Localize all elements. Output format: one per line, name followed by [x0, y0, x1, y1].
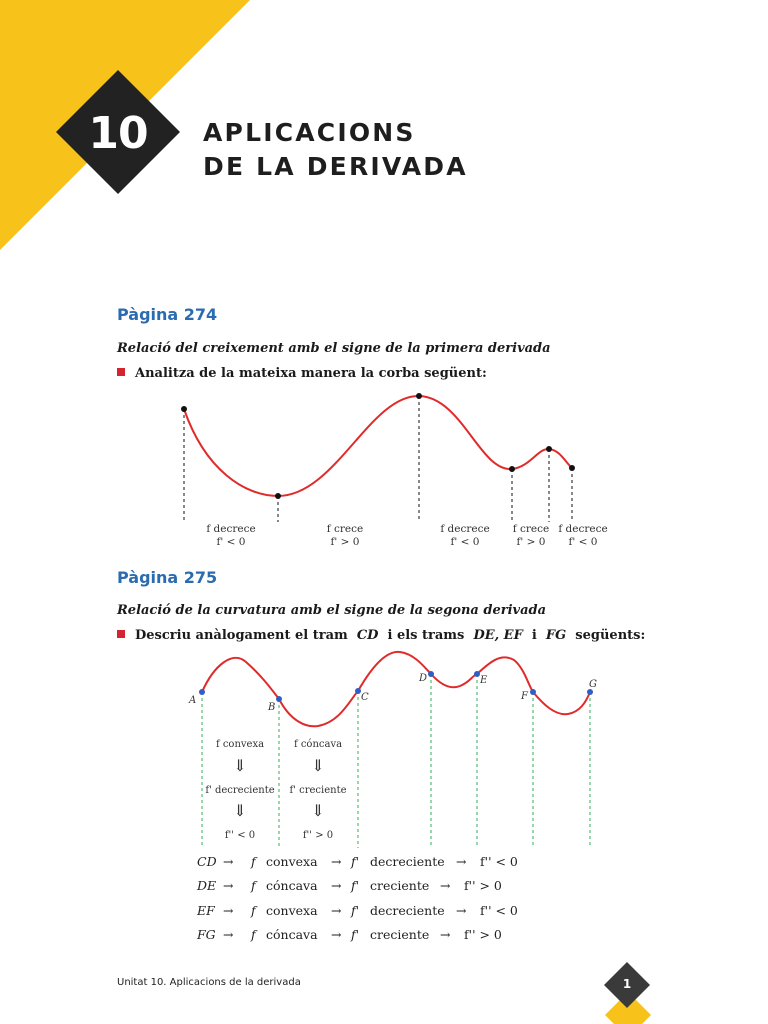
vertical-guides	[202, 674, 590, 848]
unit-title-line2: DE LA DERIVADA	[203, 152, 468, 181]
growth-curve	[184, 396, 572, 496]
col2-arrow-icon: ⇓	[311, 801, 325, 820]
col2-second-derivative: f'' > 0	[302, 830, 334, 841]
exercise-text-part1: Descriu anàlogament el tram	[135, 628, 348, 643]
interval-label-f: f decrece	[206, 523, 256, 535]
point-b-marker	[276, 696, 282, 702]
row-arrow-icon: →	[331, 903, 342, 918]
point-a-label: A	[189, 695, 197, 706]
row-segment: EF	[197, 903, 215, 918]
row-second-derivative: f'' > 0	[464, 927, 502, 942]
section-subtitle-curvature: Relació de la curvatura amb el signe de la segona derivada	[117, 603, 546, 618]
page-number: 1	[622, 977, 632, 991]
row-second-derivative: f'' < 0	[480, 854, 518, 869]
curvature-curve	[202, 652, 590, 726]
point-g-label: G	[589, 679, 597, 690]
row-arrow-icon: →	[223, 854, 234, 869]
row-arrow-icon: →	[223, 878, 234, 893]
col2-first-derivative: f' creciente	[289, 785, 347, 796]
row-curvature: cóncava	[266, 878, 318, 893]
row-f: f	[251, 878, 256, 893]
row-curvature: convexa	[266, 903, 318, 918]
curve-point	[509, 466, 515, 472]
section-subtitle-growth: Relació del creixement amb el signe de la primera derivada	[117, 341, 551, 356]
row-segment: CD	[197, 854, 217, 869]
row-arrow-icon: →	[331, 854, 342, 869]
row-monotony: creciente	[370, 878, 430, 893]
curve-point	[275, 493, 281, 499]
row-monotony: decreciente	[370, 854, 445, 869]
row-segment: DE	[197, 878, 217, 893]
row-arrow-icon: →	[440, 927, 451, 942]
row-fprime: f'	[351, 927, 360, 942]
col1-curvature: f convexa	[215, 739, 265, 750]
point-f-label: F	[521, 691, 528, 702]
col1-arrow-icon: ⇓	[233, 801, 247, 820]
row-second-derivative: f'' < 0	[480, 903, 518, 918]
exercise-text-part2: i els trams	[387, 628, 465, 643]
unit-title	[203, 116, 468, 184]
row-arrow-icon: →	[456, 903, 467, 918]
row-fprime: f'	[351, 903, 360, 918]
interval-label-f: f crece	[512, 523, 550, 535]
row-arrow-icon: →	[223, 903, 234, 918]
exercise-text-1: Analitza de la mateixa manera la corba següent:	[135, 366, 487, 381]
derivation-row	[196, 878, 502, 893]
row-monotony: creciente	[370, 927, 430, 942]
row-fprime: f'	[351, 878, 360, 893]
point-a-marker	[199, 689, 205, 695]
point-d-marker	[428, 671, 434, 677]
curve-point	[181, 406, 187, 412]
vertical-guides	[184, 396, 572, 522]
row-arrow-icon: →	[331, 878, 342, 893]
bullet-square-icon	[117, 368, 125, 376]
row-arrow-icon: →	[440, 878, 451, 893]
row-f: f	[251, 927, 256, 942]
col1-second-derivative: f'' < 0	[224, 830, 256, 841]
growth-curve-figure	[0, 385, 768, 555]
interval-label-f: f decrece	[440, 523, 490, 535]
unit-number: 10	[88, 108, 148, 159]
curvature-curve-figure	[0, 645, 768, 855]
section-title-page-275: Pàgina 275	[117, 568, 218, 587]
segment-fg-label: FG	[545, 628, 567, 643]
row-curvature: cóncava	[266, 927, 318, 942]
derivation-rows	[0, 848, 768, 948]
interval-label-deriv: f' < 0	[216, 536, 246, 548]
exercise-statement-1	[117, 366, 487, 381]
interval-label-deriv: f' > 0	[516, 536, 546, 548]
col1-first-derivative: f' decreciente	[205, 785, 275, 796]
derivation-row	[197, 854, 518, 869]
point-c-label: C	[361, 692, 369, 703]
row-monotony: decreciente	[370, 903, 445, 918]
interval-label-deriv: f' < 0	[450, 536, 480, 548]
interval-label-f: f decrece	[558, 523, 608, 535]
curve-point	[569, 465, 575, 471]
footer-text: Unitat 10. Aplicacions de la derivada	[117, 977, 301, 988]
curve-point	[546, 446, 552, 452]
interval-label-deriv: f' < 0	[568, 536, 598, 548]
col2-curvature: f cóncava	[293, 739, 343, 750]
exercise-text-part3: següents:	[575, 628, 646, 643]
row-arrow-icon: →	[223, 927, 234, 942]
row-f: f	[251, 903, 256, 918]
derivation-row	[196, 927, 502, 942]
exercise-statement-2	[117, 628, 645, 643]
row-segment: FG	[197, 927, 216, 942]
row-curvature: convexa	[266, 854, 318, 869]
exercise-text-and: i	[531, 628, 537, 643]
col1-arrow-icon: ⇓	[233, 756, 247, 775]
point-b-label: B	[268, 702, 276, 713]
row-f: f	[251, 854, 256, 869]
segment-cd-label: CD	[356, 628, 379, 643]
point-e-label: E	[480, 675, 488, 686]
curve-point	[416, 393, 422, 399]
col2-arrow-icon: ⇓	[311, 756, 325, 775]
segment-de-ef-label: DE, EF	[473, 628, 523, 643]
derivation-row	[196, 903, 518, 918]
interval-label-deriv: f' > 0	[330, 536, 360, 548]
point-d-label: D	[419, 673, 428, 684]
section-title-page-274: Pàgina 274	[117, 305, 218, 324]
unit-title-line1: APLICACIONS	[203, 118, 416, 147]
interval-label-f: f crece	[326, 523, 364, 535]
row-second-derivative: f'' > 0	[464, 878, 502, 893]
bullet-square-icon	[117, 630, 125, 638]
row-arrow-icon: →	[331, 927, 342, 942]
point-f-marker	[530, 689, 536, 695]
row-fprime: f'	[351, 854, 360, 869]
row-arrow-icon: →	[456, 854, 467, 869]
